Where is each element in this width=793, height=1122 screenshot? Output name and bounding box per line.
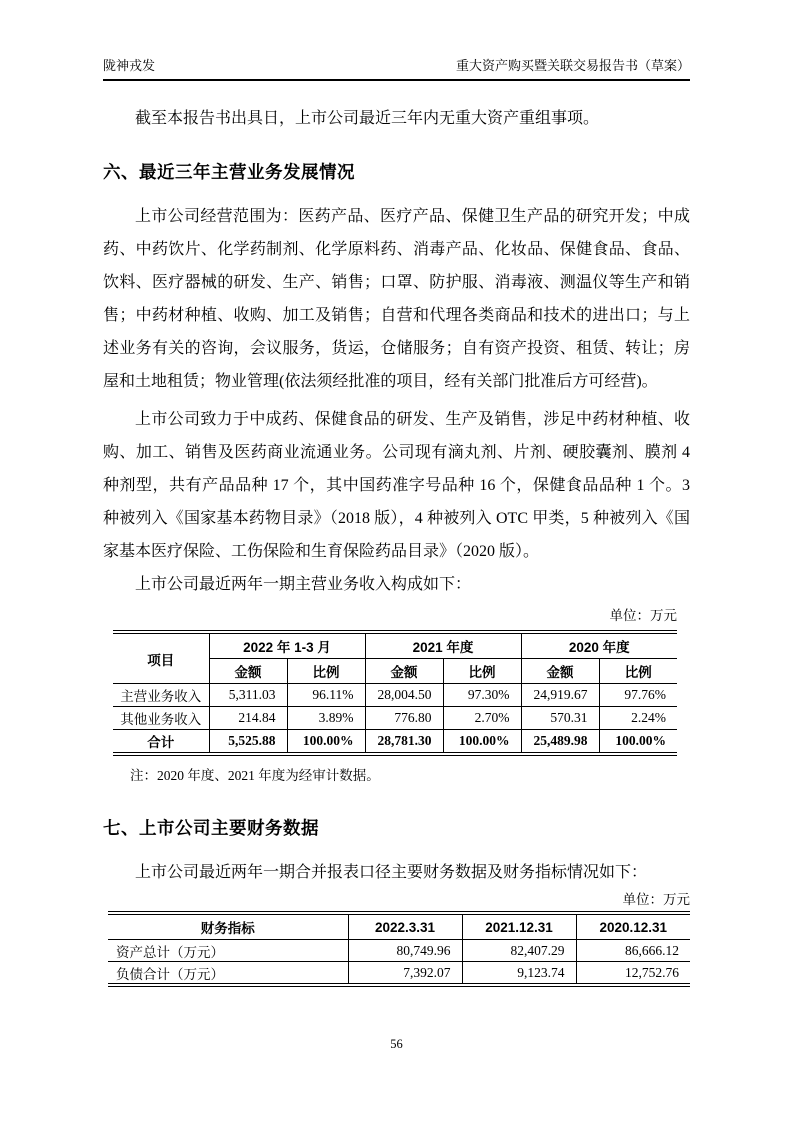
cell-value: 96.11% bbox=[287, 684, 365, 707]
cell-value: 7,392.07 bbox=[348, 962, 462, 986]
cell-value: 5,525.88 bbox=[209, 730, 287, 755]
cell-value: 5,311.03 bbox=[209, 684, 287, 707]
unit-label-financial-table: 单位：万元 bbox=[622, 892, 690, 907]
column-header-item: 项目 bbox=[113, 632, 209, 684]
column-header-date-2021: 2021.12.31 bbox=[462, 913, 576, 940]
subheader-ratio-2020: 比例 bbox=[599, 659, 677, 684]
table-note: 注：2020 年度、2021 年度为经审计数据。 bbox=[130, 768, 380, 783]
row-label: 主营业务收入 bbox=[113, 684, 209, 707]
subheader-amount-2022: 金额 bbox=[209, 659, 287, 684]
column-header-date-2022: 2022.3.31 bbox=[348, 913, 462, 940]
cell-value: 2.70% bbox=[443, 707, 521, 730]
cell-value: 9,123.74 bbox=[462, 962, 576, 986]
row-label: 其他业务收入 bbox=[113, 707, 209, 730]
cell-value: 2.24% bbox=[599, 707, 677, 730]
subheader-ratio-2022: 比例 bbox=[287, 659, 365, 684]
cell-value: 570.31 bbox=[521, 707, 599, 730]
running-header bbox=[103, 0, 690, 81]
section7-paragraph-intro: 上市公司最近两年一期合并报表口径主要财务数据及财务指标情况如下： bbox=[135, 864, 648, 881]
column-header-period-2020: 2020 年度 bbox=[521, 632, 677, 659]
table-row-total-liabilities bbox=[108, 962, 690, 986]
section7-heading: 七、上市公司主要财务数据 bbox=[103, 818, 319, 838]
cell-value: 86,666.12 bbox=[576, 940, 690, 962]
unit-label-revenue-table: 单位：万元 bbox=[609, 608, 677, 623]
cell-value: 25,489.98 bbox=[521, 730, 599, 755]
cell-value: 12,752.76 bbox=[576, 962, 690, 986]
table-row-total bbox=[113, 730, 677, 755]
cell-value: 97.30% bbox=[443, 684, 521, 707]
cell-value: 214.84 bbox=[209, 707, 287, 730]
table-row-total-assets bbox=[108, 940, 690, 962]
subheader-amount-2020: 金额 bbox=[521, 659, 599, 684]
cell-value: 28,781.30 bbox=[365, 730, 443, 755]
header-report-title: 重大资产购买暨关联交易报告书（草案） bbox=[455, 58, 690, 73]
cell-value: 100.00% bbox=[443, 730, 521, 755]
column-header-period-2021: 2021 年度 bbox=[365, 632, 521, 659]
table-row-other-revenue bbox=[113, 707, 677, 730]
cell-value: 28,004.50 bbox=[365, 684, 443, 707]
financial-data-table bbox=[108, 911, 690, 987]
cell-value: 100.00% bbox=[287, 730, 365, 755]
column-header-date-2020: 2020.12.31 bbox=[576, 913, 690, 940]
cell-value: 80,749.96 bbox=[348, 940, 462, 962]
cell-value: 82,407.29 bbox=[462, 940, 576, 962]
cell-value: 100.00% bbox=[599, 730, 677, 755]
row-label: 合计 bbox=[113, 730, 209, 755]
subheader-ratio-2021: 比例 bbox=[443, 659, 521, 684]
intro-paragraph: 截至本报告书出具日，上市公司最近三年内无重大资产重组事项。 bbox=[135, 110, 600, 127]
cell-value: 97.76% bbox=[599, 684, 677, 707]
cell-value: 3.89% bbox=[287, 707, 365, 730]
section6-paragraph-business-scope: 上市公司经营范围为：医药产品、医疗产品、保健卫生产品的研究开发；中成药、中药饮片、化学药制剂、化学原料药、消毒产品、化妆品、保健食品、食品、饮料、医疗器械的研发、生产、销售；口罩、防护服、消毒液、测温仪等生产和销售；中药材种植、收购、加工及销售；自营和代理各类商品和技术的进出口；与上述业务有关的咨询，会议服务，货运，仓储服务；自有资产投资、租赁、转让；房屋和土地租赁；物业管理(依法须经批准的项目，经有关部门批准后方可经营)。 bbox=[103, 208, 690, 390]
page-content bbox=[103, 0, 690, 987]
section6-paragraph-table-intro: 上市公司最近两年一期主营业务收入构成如下： bbox=[135, 576, 472, 593]
revenue-composition-table bbox=[113, 630, 677, 756]
page-number: 56 bbox=[390, 1037, 403, 1051]
section6-heading: 六、最近三年主营业务发展情况 bbox=[103, 162, 355, 182]
column-header-indicator: 财务指标 bbox=[108, 913, 348, 940]
table-header-row bbox=[108, 913, 690, 940]
header-company-name: 陇神戎发 bbox=[103, 58, 156, 73]
row-label: 资产总计（万元） bbox=[108, 940, 348, 962]
section6-paragraph-products: 上市公司致力于中成药、保健食品的研发、生产及销售，涉足中药材种植、收购、加工、销售及医药商业流通业务。公司现有滴丸剂、片剂、硬胶囊剂、膜剂 4 种剂型，共有产品品种 17 个，其中国药准字号品种 16 个，保健食品品种 1 个。3 种被列入《国家基本药物目录》（2018 版），4 种被列入 OTC 甲类，5 种被列入《国家基本医疗保险、工伤保险和生育保险药品目录》（2020 版）。 bbox=[103, 411, 690, 560]
cell-value: 776.80 bbox=[365, 707, 443, 730]
subheader-amount-2021: 金额 bbox=[365, 659, 443, 684]
column-header-period-2022: 2022 年 1-3 月 bbox=[209, 632, 365, 659]
table-row-main-revenue bbox=[113, 684, 677, 707]
table-header-row bbox=[113, 632, 677, 659]
cell-value: 24,919.67 bbox=[521, 684, 599, 707]
row-label: 负债合计（万元） bbox=[108, 962, 348, 986]
